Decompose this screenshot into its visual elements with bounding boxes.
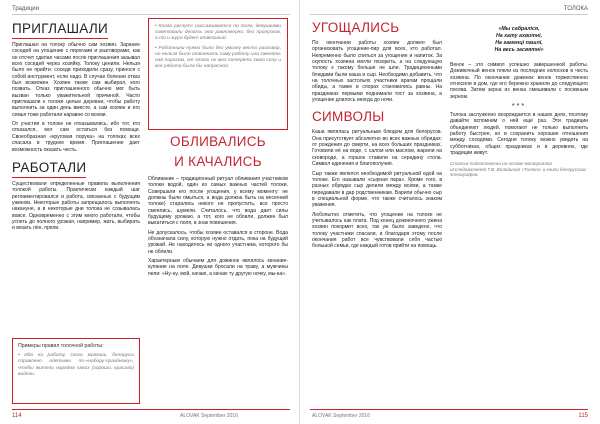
page-number-right: 115 bbox=[578, 413, 588, 419]
magazine-footer-right: ALOVAK September 2016 bbox=[312, 413, 370, 419]
symbols-paragraph-3: Любопытно отметить, что угощение на толоке не учитывалось как плата. Под конец дожиночного ужина хозяин покормит всех, так уж было заведено, что толоку участники спасали, и благодаря этому после окончания работ все чувствовали себя частью большой семьи, где каждый готов прийти на помощь. bbox=[312, 211, 442, 250]
section-title-invitations: ПРИГЛАШАЛИ bbox=[12, 21, 108, 39]
sidebar-rules-item-2: • Работники нужно было без умолку вести разговор, но нельзя было отвлекать саму работу или сменять над порогом, от этого он мог потерять свою силу и вся работа была бы напрасной. bbox=[155, 45, 281, 70]
poem-line-1: «Мы сабраліся, bbox=[498, 26, 540, 32]
rituals-paragraph-2: Не допускалось, чтобы хозяин оставался в стороне. Вода обозначала силу, которую нужно отдать, пока на будущий урожай. Не находилось ни одного участника, которого бы не облили. bbox=[148, 229, 288, 255]
treats-paragraph: По окончании работы хозяин должен был организовать угощение-пир для всех, кто работал. Непременно было спиться за угощение и напиток. За скупость хозяина могли позорить, а на следующую толоку к такому больше не шли. Традиционными блюдами были каша и сыр. Необходимо добавить, что на толочных застольях участники врагам прощали обиды, а также в спорах становились равны. На праздниках первыми поднимали тост за хозяина, а угощение длилось иногда до ночи. bbox=[312, 40, 442, 104]
section-title-rituals-line1: ОБЛИВАЛИСЬ bbox=[170, 134, 266, 149]
source-note: Статья подготовлена на основе материалов исследователей Т.В. Володиной «Толока» и книги белорусских этнографов. bbox=[450, 161, 587, 178]
rituals-paragraph-3: Характерным обычаем для дожинок являлось качание-купание на поле. Девушки бросали на траву, а мужчины пели: «Ну-ну, мой, качаю, а качаю ту другую ночку, мы-ка». bbox=[148, 258, 288, 277]
poem-line-2: На хату ахвотні, bbox=[495, 33, 543, 39]
sidebar-examples bbox=[12, 338, 140, 404]
section-title-symbols: СИМВОЛЫ bbox=[312, 109, 385, 125]
footer-rule-right bbox=[310, 409, 588, 410]
footer-rule-left bbox=[12, 409, 290, 410]
right-page-left-column bbox=[312, 20, 442, 404]
poem-block bbox=[450, 26, 588, 54]
poem-line-4: На весь засвятні» bbox=[494, 47, 544, 53]
poem-line-3: На гаменці пашлі, bbox=[495, 40, 543, 46]
ending-paragraph-1: Венок – это символ успешно завершенной работы. Доживочный венок плели из последних колосков в честь хозяина. По окончании дожинок венок торжественно относили в дом, где его бережно хранили до следующего посева. Затем зерна из венка смешивали с посевным зерном. bbox=[450, 62, 588, 100]
header-rule-right bbox=[310, 14, 588, 15]
magazine-footer-left: ALOVAK September 2016 bbox=[180, 413, 238, 419]
sidebar-examples-title: Примеры правил толочной работы: bbox=[18, 343, 104, 349]
page-number-left: 114 bbox=[12, 413, 22, 419]
right-page-right-column bbox=[450, 20, 588, 404]
right-page bbox=[300, 0, 600, 424]
section-title-work: РАБОТАЛИ bbox=[12, 160, 86, 178]
section-divider-stars: *** bbox=[511, 103, 527, 111]
running-header-right: ТОЛОКА bbox=[563, 6, 588, 12]
symbols-paragraph-2: Сыр также являлся необходимой ритуальной едой на толоке. Его называли «сырная пара». Кроме того, в разных обрядах сыр делили между всеми, а также передавали в дар родственникам. Варили обычно сыр в специальной форме, что также считалось знаком уважения. bbox=[312, 170, 442, 209]
ending-paragraph-2: Толока заслуженно возрождается в наших днях, поэтому давайте вспомним о ней ещё раз. Эти традиции объединяют людей, помогают не только выполнить работу быстрее, но и сохранить хорошие отношения между соседями. Сегодня толоку можно увидеть на субботниках, общих праздниках и в деревнях, где традиции живут. bbox=[450, 112, 588, 157]
sidebar-rules-item-1: • Когда расчут» рассаживается по полю, девушками советовали делать это равномерно, без пропусков, а то и жура будет отвязаный. bbox=[155, 24, 281, 42]
invitations-paragraph-1: Приглашал на толоку обычно сам хозяин. Заранее соседей на угощение с пирогами и разговорами, как он отсчет сделал часами после приглашения зазывал всех соседей через хозяйку. Толоку ценили. Нельзя было не прийти: соседи приходили сразу, принося с собой инструмент, если надо. В случае болезни отказ был возможен. Хозяин также сам выбирал, кого позвать. Отказ приглашенного обычно мог быть вызван только уважительной причиной. Часто приглашали к толоке целые деревни, чтобы работу выполнить за один день вместе, а сам хозяин и его семья тоже работали наравне со всеми. bbox=[12, 42, 140, 118]
header-rule-left bbox=[12, 14, 290, 15]
section-title-rituals-line2: И КАЧАЛИСЬ bbox=[174, 154, 262, 169]
running-header-left: Традиции bbox=[12, 6, 39, 12]
sidebar-rules bbox=[148, 18, 288, 130]
rituals-column bbox=[148, 134, 288, 402]
rituals-paragraph-1: Обливание – традиционный ритуал обливания участников толоки водой, один из самых важных частей толоки. Совершали его после угощения, у всему моменту: не должны были омыться, а вода должна быть на весенней толоке) старались никого не пропустить, все просто смеялись, шумели. Считалось, что вода дает силы будущему урожаю, а тот, кого не облили, должен был выкатиться с поля, в знак повешения. bbox=[148, 176, 288, 227]
sidebar-examples-item: • Иди на работу, сколь можешь, белорусы справлено одетыми по-«набору-праздному», чтобы жители нарядов своих (хорошо, красиво) видели. bbox=[18, 353, 134, 377]
section-title-treats: УГОЩАЛИСЬ bbox=[312, 20, 400, 35]
work-paragraph: Существовали определенные правила выполнения толокой работы. Практически каждый шаг регламентировался и работа, связанных с будущим ужином. Некоторые работы запрещалось выполнять накануне, а в некоторые дни толока не созывалась вовсе. Одновременно с этим много работали, чтобы успеть до полного урожая, например, жать, выбирать и вязать лён, пряли. bbox=[12, 180, 140, 232]
invitations-paragraph-2: От участия в толоке не отказывались, ибо тот, кто отказался, мог сам остаться без помощи. Своеобразная «круговая порука» на толоках всех спасала в трудное время. Приглашение дает возможность оказать честь. bbox=[12, 121, 140, 153]
symbols-paragraph-1: Каша являлась ритуальным блюдом для белорусов. Она присутствует абсолютно во всех важных обрядах: от рождения до смерти, на всех больших праздниках. Готовили её на воде, с салом или маслом, жарили на сковороде, а горшок ставили на середину стола. Символ единения и благополучия. bbox=[312, 129, 442, 168]
